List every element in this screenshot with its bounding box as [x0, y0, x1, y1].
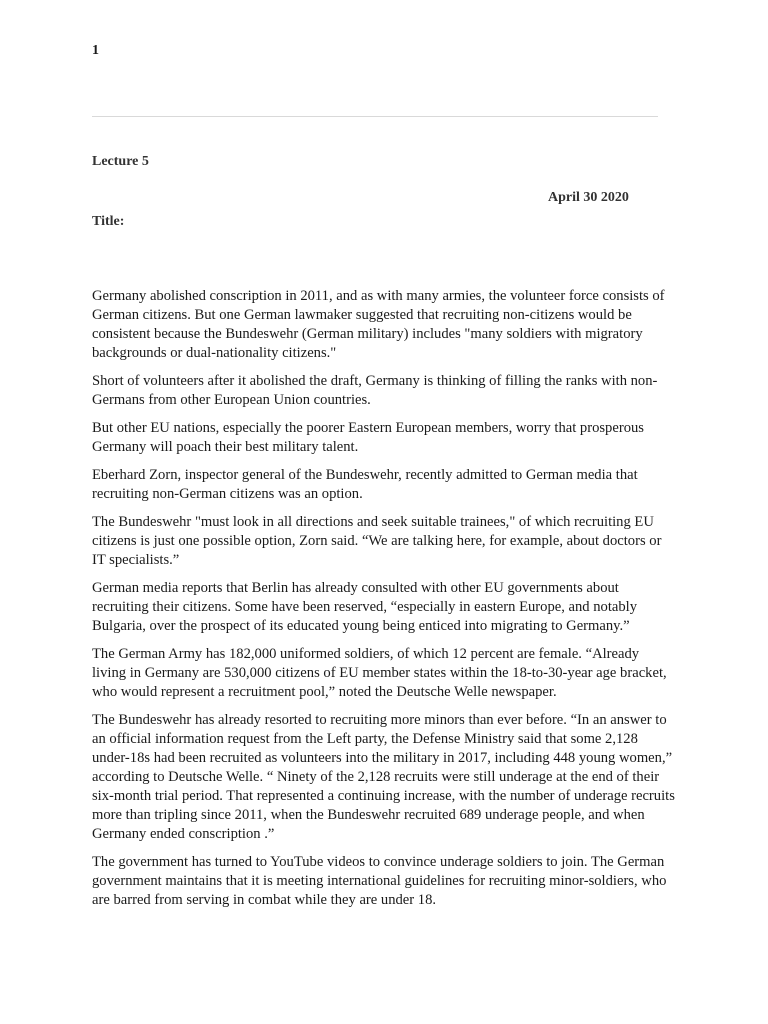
- header-divider: [92, 116, 658, 117]
- paragraph: The Bundeswehr has already resorted to recruiting more minors than ever before. “In an answer to an official information request from the Left party, the Defense Ministry said that some 2,128 under-18s had been recruited as volunteers into the military in 2017, including 448 young women,” according to Deutsche Welle. “ Ninety of the 2,128 recruits were still underage at the end of their six-month trial period. That represented a continuing increase, with the number of underage recruits more than tripling since 2011, when the Bundeswehr recruited 689 underage people, and when Germany ended conscription .”: [92, 712, 675, 842]
- document-body: [92, 287, 676, 919]
- paragraph: Eberhard Zorn, inspector general of the Bundeswehr, recently admitted to German media that recruiting non-German citizens was an option.: [92, 467, 638, 502]
- page-number: 1: [92, 43, 99, 58]
- lecture-heading: Lecture 5: [92, 154, 149, 169]
- paragraph: Short of volunteers after it abolished the draft, Germany is thinking of filling the ranks with non-Germans from other European Union countries.: [92, 373, 658, 408]
- paragraph: German media reports that Berlin has already consulted with other EU governments about recruiting their citizens. Some have been reserved, “especially in eastern Europe, and notably Bulgaria, over the prospect of its educated young being enticed into migrating to Germany.”: [92, 580, 638, 634]
- paragraph: The Bundeswehr "must look in all directions and seek suitable trainees," of which recruiting EU citizens is just one possible option, Zorn said. “We are talking here, for example, about doctors or IT specialists.”: [92, 514, 662, 568]
- paragraph: Germany abolished conscription in 2011, and as with many armies, the volunteer force consists of German citizens. But one German lawmaker suggested that recruiting non-citizens would be consistent because the Bundeswehr (German military) includes "many soldiers with migratory backgrounds or dual-nationality citizens.": [92, 288, 665, 361]
- lecture-date: April 30 2020: [548, 190, 629, 205]
- paragraph: The German Army has 182,000 uniformed soldiers, of which 12 percent are female. “Already living in Germany are 530,000 citizens of EU member states within the 18-to-30-year age bracket, who would represent a recruitment pool,” noted the Deutsche Welle newspaper.: [92, 646, 667, 700]
- paragraph: But other EU nations, especially the poorer Eastern European members, worry that prosperous Germany will poach their best military talent.: [92, 420, 644, 455]
- title-label: Title:: [92, 214, 125, 229]
- paragraph: The government has turned to YouTube videos to convince underage soldiers to join. The German government maintains that it is meeting international guidelines for recruiting minor-soldiers, who are barred from serving in combat while they are under 18.: [92, 854, 667, 908]
